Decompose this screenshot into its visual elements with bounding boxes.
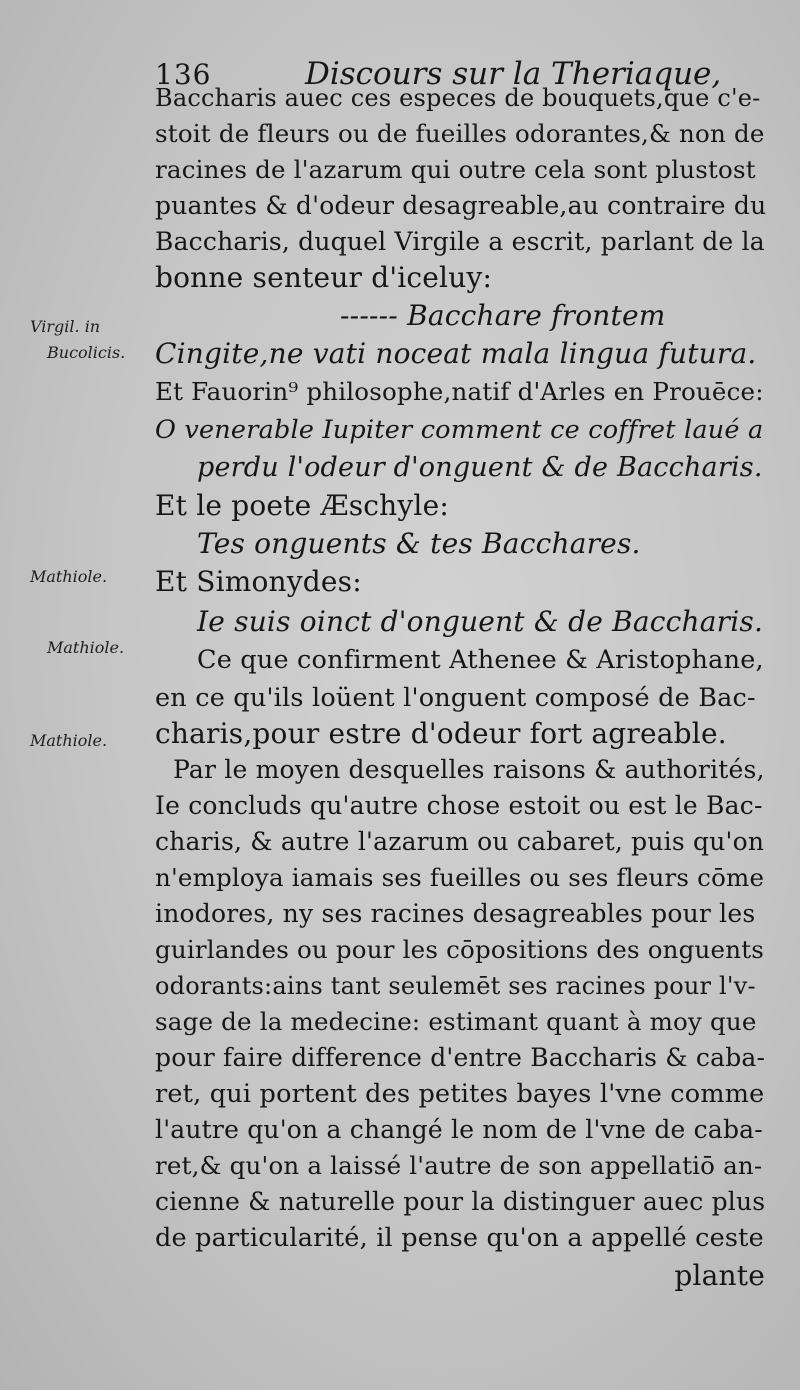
text-line: stoit de fleurs ou de fueilles odorantes,& non de <box>155 119 765 148</box>
margin-note: Bucolicis. <box>47 343 126 362</box>
quote-line: Tes onguents & tes Bacchares. <box>197 527 641 560</box>
text-line: charis, & autre l'azarum ou cabaret, puis qu'on <box>155 827 765 856</box>
margin-note: Mathiole. <box>30 731 108 750</box>
text-line: ret,& qu'on a laissé l'autre de son appellatiō an- <box>155 1151 763 1180</box>
margin-note: Mathiole. <box>30 567 108 586</box>
text-line: Ce que confirment Athenee & Aristophane, <box>197 645 764 675</box>
text-line: bonne senteur d'iceluy: <box>155 261 493 294</box>
text-line: Et Fauorin⁹ philosophe,natif d'Arles en Prouēce: <box>155 377 764 406</box>
text-line: pour faire difference d'entre Baccharis & caba- <box>155 1043 766 1072</box>
margin-note: Mathiole. <box>47 638 125 657</box>
margin-note: Virgil. in <box>30 317 101 336</box>
text-line: racines de l'azarum qui outre cela sont plustost <box>155 155 756 184</box>
text-line: guirlandes ou pour les cōpositions des onguents <box>155 935 765 964</box>
text-line: Et Simonydes: <box>155 565 362 598</box>
text-line: charis,pour estre d'odeur fort agreable. <box>155 717 727 750</box>
text-line: inodores, ny ses racines desagreables pour les <box>155 899 756 928</box>
text-line: Ie concluds qu'autre chose estoit ou est le Bac- <box>155 791 763 820</box>
text-line: Par le moyen desquelles raisons & authorités, <box>173 755 765 784</box>
text-line: en ce qu'ils loüent l'onguent composé de Bac- <box>155 683 756 713</box>
quote-line: O venerable Iupiter comment ce coffret laué a <box>155 415 764 445</box>
text-line: n'employa iamais ses fueilles ou ses fleurs cōme <box>155 863 765 892</box>
running-title: Discours sur la Theriaque, <box>305 56 722 92</box>
verse-line: Cingite,ne vati noceat mala lingua futura. <box>155 337 757 370</box>
quote-line: perdu l'odeur d'onguent & de Baccharis. <box>197 452 763 483</box>
text-line: odorants:ains tant seulemēt ses racines pour l'v- <box>155 972 756 1000</box>
text-line: sage de la medecine: estimant quant à moy que <box>155 1007 757 1036</box>
catchword: plante <box>674 1259 765 1292</box>
text-line: Et le poete Æschyle: <box>155 489 449 522</box>
text-line: ret, qui portent des petites bayes l'vne comme <box>155 1079 765 1109</box>
text-line: de particularité, il pense qu'on a appellé ceste <box>155 1223 764 1253</box>
verse-line: ------ Bacchare frontem <box>340 299 666 332</box>
text-line: cienne & naturelle pour la distinguer auec plus <box>155 1187 766 1216</box>
text-line: Baccharis, duquel Virgile a escrit, parlant de la <box>155 227 765 256</box>
text-line: Baccharis auec ces especes de bouquets,que c'e- <box>155 84 761 112</box>
quote-line: Ie suis oinct d'onguent & de Baccharis. <box>197 605 764 638</box>
page-number: 136 <box>155 58 212 91</box>
text-line: l'autre qu'on a changé le nom de l'vne de caba- <box>155 1115 763 1144</box>
text-line: puantes & d'odeur desagreable,au contraire du <box>155 191 767 220</box>
